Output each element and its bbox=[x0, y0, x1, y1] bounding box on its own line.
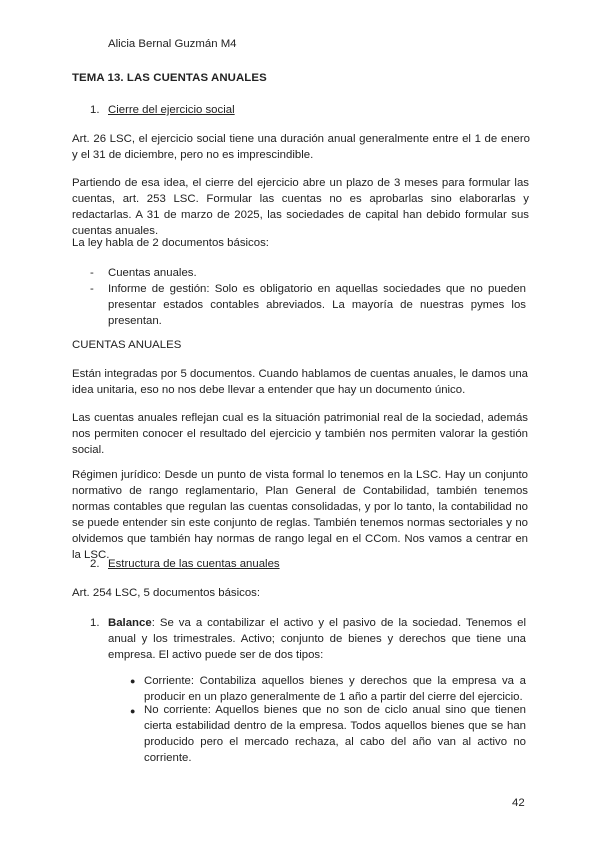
balance-number: 1. bbox=[90, 617, 100, 629]
paragraph-regimen: Régimen jurídico: Desde un punto de vista formal lo tenemos en la LSC. Hay un conjunto normativo de rango reglamentario, Plan General de Contabilidad, también tenemos normas contables que regulan las cuentas consolidadas, y por lo tanto, la contabilidad no se puede entender sin este conjunto de reglas. También tenemos normas sectoriales y no olvidemos que también hay normas de rango legal en el CCom. Nos vamos a centrar en la LSC. bbox=[72, 469, 528, 561]
balance-paragraph bbox=[108, 615, 526, 663]
subheading-cuentas-anuales: CUENTAS ANUALES bbox=[72, 339, 182, 351]
section-2-title: Estructura de las cuentas anuales bbox=[108, 558, 280, 570]
dash-marker: - bbox=[90, 283, 94, 295]
list-item: Informe de gestión: Solo es obligatorio en aquellas sociedades que no pueden presentar estados contables abreviados. La mayoría de nuestras pymes los presentan. bbox=[108, 283, 526, 327]
list-item: Cuentas anuales. bbox=[108, 267, 197, 279]
paragraph-art254: Art. 254 LSC, 5 documentos básicos: bbox=[72, 587, 261, 599]
list-item: Corriente: Contabiliza aquellos bienes y derechos que la empresa va a producir en un plazo generalmente de 1 año a partir del cierre del ejercicio. bbox=[144, 675, 526, 703]
bullet-marker: ● bbox=[130, 676, 136, 686]
balance-text: : Se va a contabilizar el activo y el pasivo de la sociedad. Tenemos el anual y los trimestrales. Activo; conjunto de bienes y derechos que tiene una empresa. El activo puede ser de dos tipos: bbox=[108, 617, 526, 661]
dash-marker: - bbox=[90, 267, 94, 279]
list-item: No corriente: Aquellos bienes que no son de ciclo anual sino que tienen cierta estabilidad dentro de la empresa. Todos aquellos bienes que se han producido pero el mercado rechaza, al cabo del año van al activo no corriente. bbox=[144, 704, 526, 764]
page-title: TEMA 13. LAS CUENTAS ANUALES bbox=[72, 72, 267, 84]
balance-term: Balance bbox=[108, 617, 152, 629]
section-1-number: 1. bbox=[90, 104, 100, 116]
section-2-number: 2. bbox=[90, 558, 100, 570]
bullet-marker: ● bbox=[130, 706, 136, 716]
page-number: 42 bbox=[512, 797, 525, 809]
paragraph-ley: La ley habla de 2 documentos básicos: bbox=[72, 237, 269, 249]
paragraph-partiendo: Partiendo de esa idea, el cierre del ejercicio abre un plazo de 3 meses para formular las cuentas, art. 253 LSC. Formular las cuentas no es aprobarlas sino elaborarlas y redactarlas. A 31 de marzo de 2025, las sociedades de capital han debido formular sus cuentas anuales. bbox=[72, 177, 529, 237]
author-header: Alicia Bernal Guzmán M4 bbox=[108, 38, 237, 50]
paragraph-reflejan: Las cuentas anuales reflejan cual es la situación patrimonial real de la sociedad, además nos permiten conocer el resultado del ejercicio y también nos permiten valorar la gestión social. bbox=[72, 412, 528, 456]
paragraph-art26: Art. 26 LSC, el ejercicio social tiene una duración anual generalmente entre el 1 de enero y el 31 de diciembre, pero no es imprescindible. bbox=[72, 133, 530, 161]
paragraph-integradas: Están integradas por 5 documentos. Cuando hablamos de cuentas anuales, le damos una idea unitaria, eso no nos debe llevar a entender que hay un documento único. bbox=[72, 368, 528, 396]
section-1-title: Cierre del ejercicio social bbox=[108, 104, 235, 116]
